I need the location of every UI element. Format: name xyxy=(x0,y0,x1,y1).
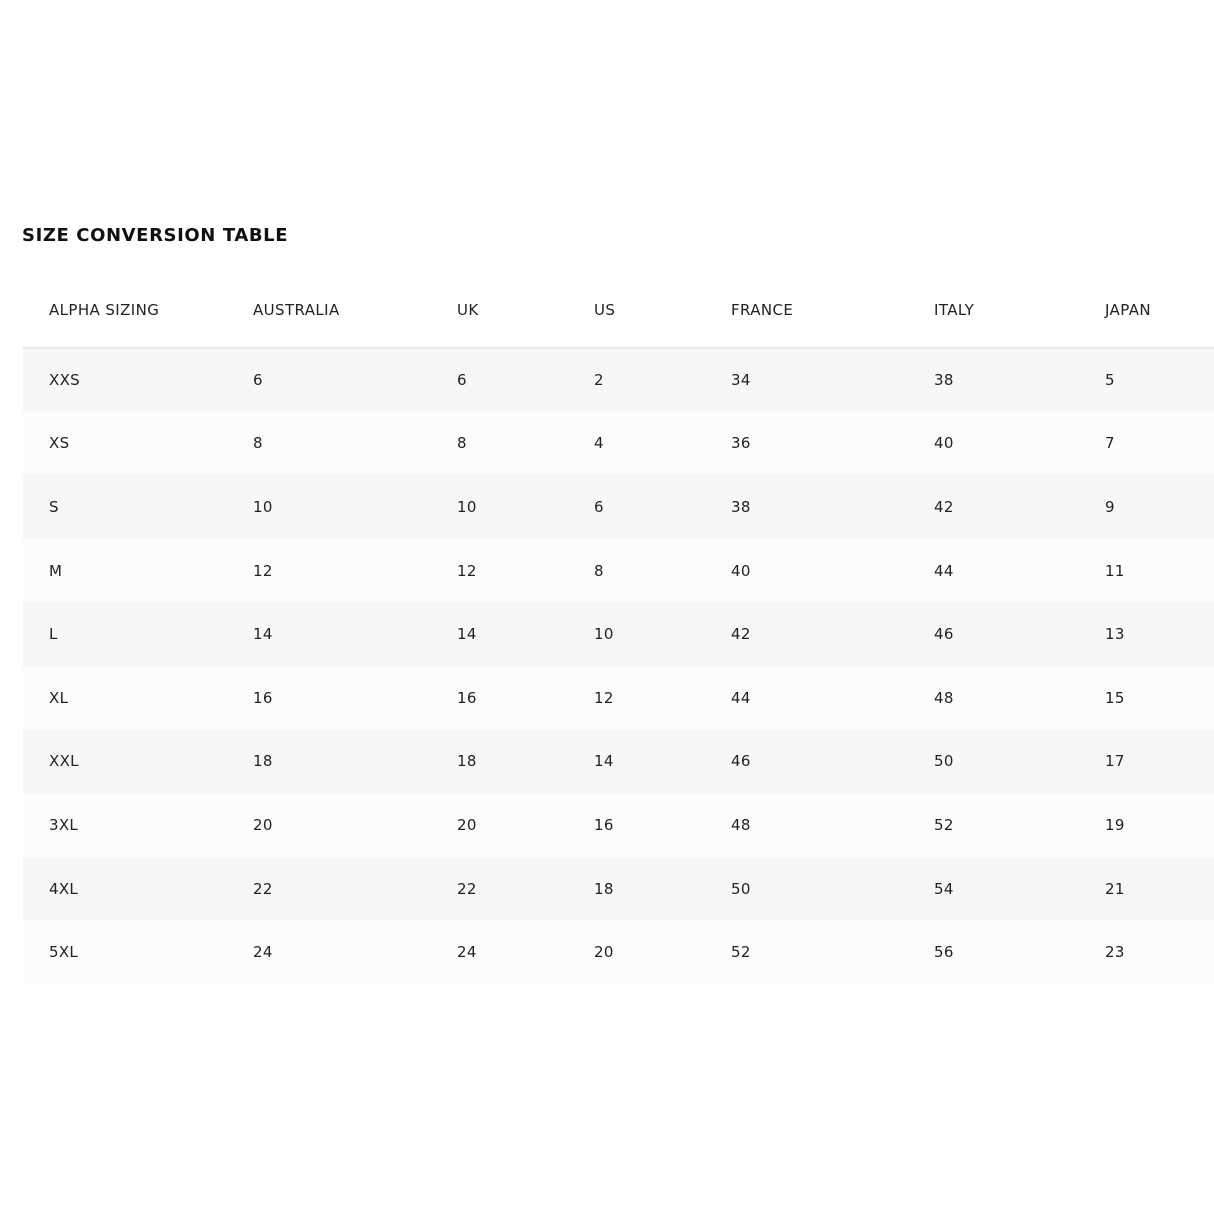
table-row xyxy=(23,793,1214,857)
cell-uk: 18 xyxy=(431,730,568,794)
cell-japan: 5 xyxy=(1079,348,1214,412)
table-row xyxy=(23,730,1214,794)
cell-uk: 6 xyxy=(431,348,568,412)
cell-france: 34 xyxy=(705,348,908,412)
cell-uk: 12 xyxy=(431,539,568,603)
cell-alpha-sizing: XS xyxy=(23,412,227,476)
table-row xyxy=(23,602,1214,666)
cell-australia: 8 xyxy=(227,412,431,476)
column-header-alpha-sizing: ALPHA SIZING xyxy=(23,272,227,348)
table-row xyxy=(23,348,1214,412)
table-header xyxy=(23,272,1214,348)
cell-australia: 6 xyxy=(227,348,431,412)
column-header-japan: JAPAN xyxy=(1079,272,1214,348)
column-header-us: US xyxy=(568,272,705,348)
table-row xyxy=(23,857,1214,921)
column-header-france: FRANCE xyxy=(705,272,908,348)
cell-us: 6 xyxy=(568,475,705,539)
cell-france: 52 xyxy=(705,920,908,984)
cell-us: 18 xyxy=(568,857,705,921)
cell-japan: 11 xyxy=(1079,539,1214,603)
cell-uk: 14 xyxy=(431,602,568,666)
cell-uk: 10 xyxy=(431,475,568,539)
cell-italy: 56 xyxy=(908,920,1079,984)
column-header-italy: ITALY xyxy=(908,272,1079,348)
cell-alpha-sizing: XXL xyxy=(23,730,227,794)
cell-australia: 14 xyxy=(227,602,431,666)
cell-france: 36 xyxy=(705,412,908,476)
cell-italy: 48 xyxy=(908,666,1079,730)
cell-australia: 18 xyxy=(227,730,431,794)
cell-france: 44 xyxy=(705,666,908,730)
cell-japan: 21 xyxy=(1079,857,1214,921)
cell-france: 46 xyxy=(705,730,908,794)
cell-australia: 10 xyxy=(227,475,431,539)
cell-us: 10 xyxy=(568,602,705,666)
cell-us: 2 xyxy=(568,348,705,412)
cell-japan: 13 xyxy=(1079,602,1214,666)
cell-france: 40 xyxy=(705,539,908,603)
cell-uk: 22 xyxy=(431,857,568,921)
cell-italy: 42 xyxy=(908,475,1079,539)
table-body xyxy=(23,348,1214,984)
cell-us: 16 xyxy=(568,793,705,857)
table-row xyxy=(23,920,1214,984)
cell-us: 20 xyxy=(568,920,705,984)
cell-italy: 38 xyxy=(908,348,1079,412)
cell-japan: 7 xyxy=(1079,412,1214,476)
cell-france: 38 xyxy=(705,475,908,539)
cell-italy: 54 xyxy=(908,857,1079,921)
cell-japan: 19 xyxy=(1079,793,1214,857)
cell-uk: 24 xyxy=(431,920,568,984)
column-header-australia: AUSTRALIA xyxy=(227,272,431,348)
header-row xyxy=(23,272,1214,348)
cell-alpha-sizing: XXS xyxy=(23,348,227,412)
cell-japan: 23 xyxy=(1079,920,1214,984)
table-row xyxy=(23,666,1214,730)
page-title: SIZE CONVERSION TABLE xyxy=(22,225,289,246)
column-header-uk: UK xyxy=(431,272,568,348)
cell-us: 14 xyxy=(568,730,705,794)
cell-japan: 15 xyxy=(1079,666,1214,730)
cell-italy: 52 xyxy=(908,793,1079,857)
table-row xyxy=(23,412,1214,476)
size-conversion-table xyxy=(23,272,1214,984)
cell-italy: 44 xyxy=(908,539,1079,603)
cell-japan: 17 xyxy=(1079,730,1214,794)
cell-us: 4 xyxy=(568,412,705,476)
cell-italy: 50 xyxy=(908,730,1079,794)
cell-uk: 20 xyxy=(431,793,568,857)
cell-japan: 9 xyxy=(1079,475,1214,539)
table-row xyxy=(23,475,1214,539)
cell-alpha-sizing: L xyxy=(23,602,227,666)
cell-france: 50 xyxy=(705,857,908,921)
cell-alpha-sizing: XL xyxy=(23,666,227,730)
cell-alpha-sizing: 5XL xyxy=(23,920,227,984)
cell-alpha-sizing: M xyxy=(23,539,227,603)
cell-us: 8 xyxy=(568,539,705,603)
cell-alpha-sizing: 3XL xyxy=(23,793,227,857)
cell-australia: 12 xyxy=(227,539,431,603)
cell-alpha-sizing: S xyxy=(23,475,227,539)
cell-uk: 8 xyxy=(431,412,568,476)
cell-france: 42 xyxy=(705,602,908,666)
cell-australia: 22 xyxy=(227,857,431,921)
table-row xyxy=(23,539,1214,603)
cell-australia: 24 xyxy=(227,920,431,984)
cell-france: 48 xyxy=(705,793,908,857)
cell-uk: 16 xyxy=(431,666,568,730)
cell-italy: 46 xyxy=(908,602,1079,666)
cell-italy: 40 xyxy=(908,412,1079,476)
cell-australia: 20 xyxy=(227,793,431,857)
cell-us: 12 xyxy=(568,666,705,730)
cell-australia: 16 xyxy=(227,666,431,730)
cell-alpha-sizing: 4XL xyxy=(23,857,227,921)
